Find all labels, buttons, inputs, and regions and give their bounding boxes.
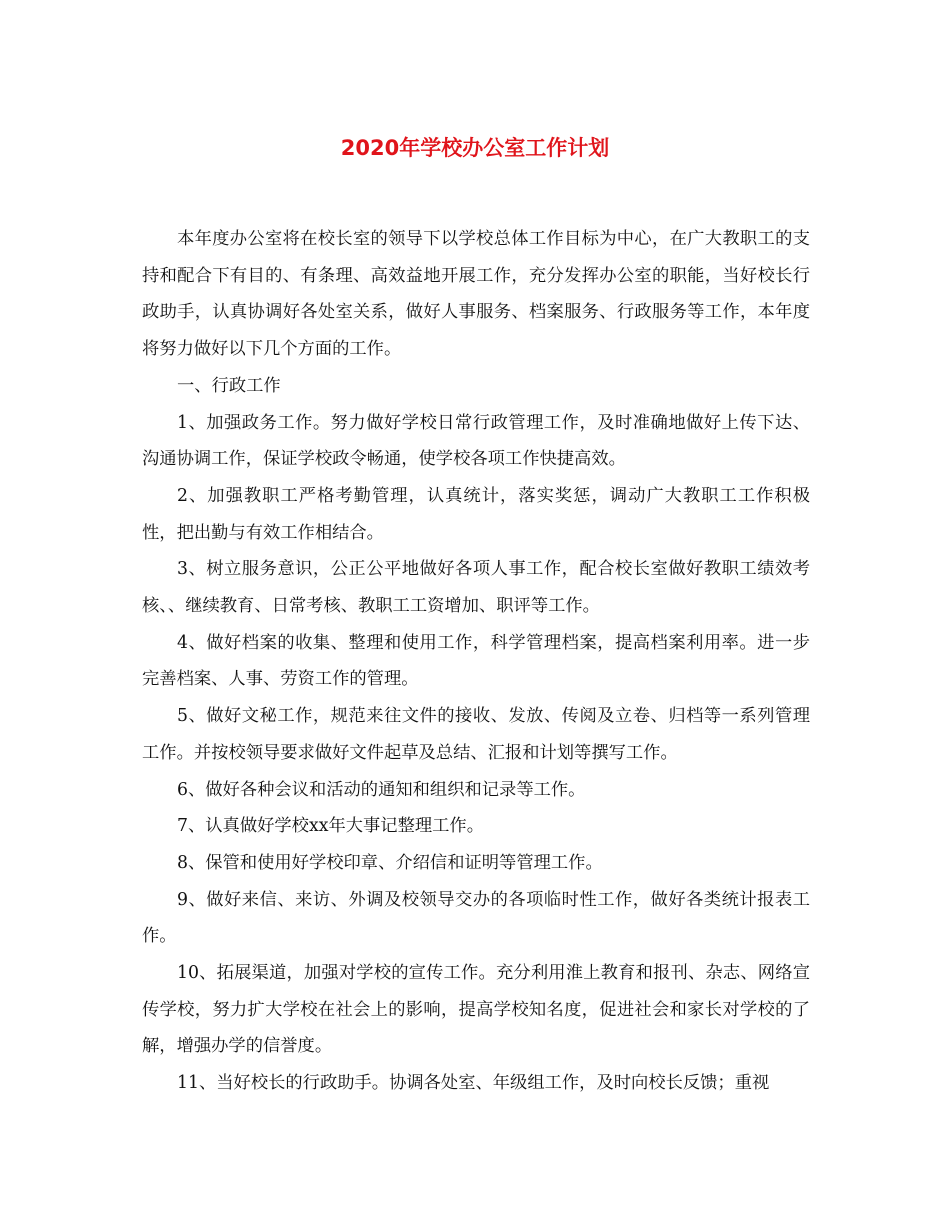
list-item: 4、做好档案的收集、整理和使用工作，科学管理档案，提高档案利用率。进一步完善档案、人事、劳资工作的管理。 [142, 632, 810, 690]
list-item: 5、做好文秘工作，规范来往文件的接收、发放、传阅及立卷、归档等一系列管理工作。并按校领导要求做好文件起草及总结、汇报和计划等撰写工作。 [142, 706, 810, 763]
section-heading-admin: 一、行政工作 [177, 375, 281, 396]
list-item: 9、做好来信、来访、外调及校领导交办的各项临时性工作，做好各类统计报表工作。 [142, 889, 810, 947]
list-item: 8、保管和使用好学校印章、介绍信和证明等管理工作。 [177, 852, 603, 873]
list-item: 3、树立服务意识，公正公平地做好各项人事工作，配合校长室做好教职工绩效考核、、继续教育、日常考核、教职工工资增加、职评等工作。 [142, 559, 810, 617]
list-item: 11、当好校长的行政助手。协调各处室、年级组工作，及时向校长反馈；重视 [177, 1073, 770, 1094]
paragraph-intro: 本年度办公室将在校长室的领导下以学校总体工作目标为中心，在广大教职工的支持和配合下有目的、有条理、高效益地开展工作，充分发挥办公室的职能，当好校长行政助手，认真协调好各处室关系，做好人事服务、档案服务、行政服务等工作，本年度将努力做好以下几个方面的工作。 [142, 229, 810, 360]
document-body [142, 221, 810, 1102]
list-item: 6、做好各种会议和活动的通知和组织和记录等工作。 [177, 779, 586, 800]
list-item: 10、拓展渠道，加强对学校的宣传工作。充分利用淮上教育和报刊、杂志、网络宣传学校，努力扩大学校在社会上的影响，提高学校知名度，促进社会和家长对学校的了解，增强办学的信誉度。 [142, 963, 810, 1057]
document-title: 2020年学校办公室工作计划 [340, 136, 610, 160]
list-item: 7、认真做好学校xx年大事记整理工作。 [177, 816, 484, 837]
list-item: 1、加强政务工作。努力做好学校日常行政管理工作，及时准确地做好上传下达、沟通协调工作，保证学校政令畅通，使学校各项工作快捷高效。 [142, 412, 810, 470]
list-item: 2、加强教职工严格考勤管理，认真统计，落实奖惩，调动广大教职工工作积极性，把出勤与有效工作相结合。 [142, 485, 810, 543]
